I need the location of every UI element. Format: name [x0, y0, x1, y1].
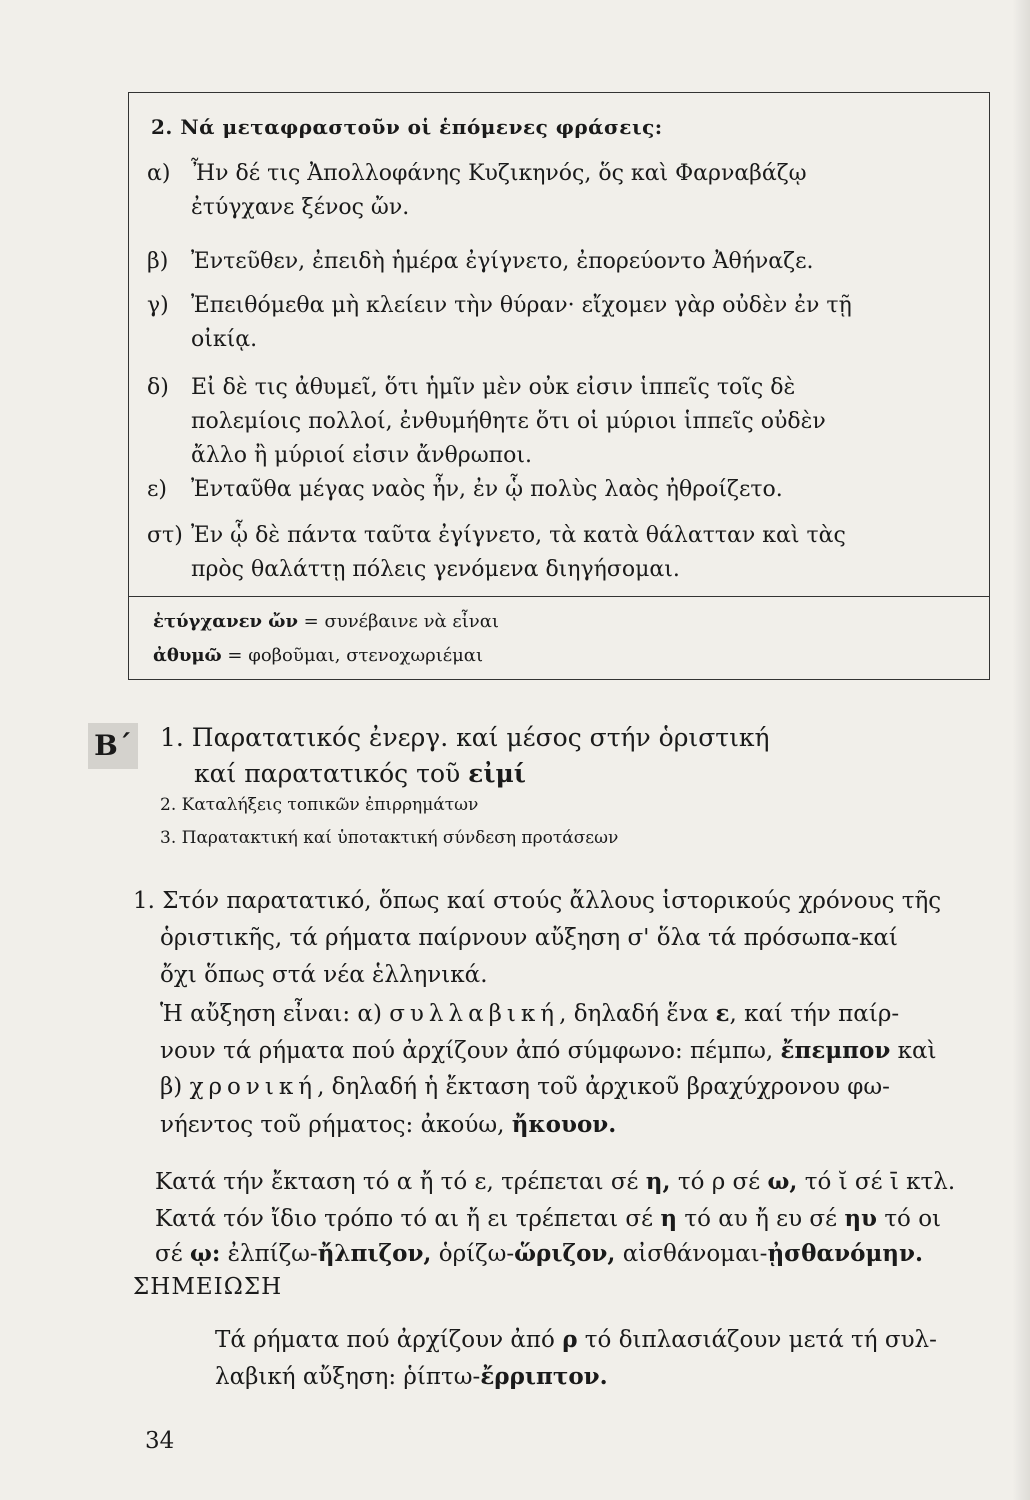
sentence-label: α) [147, 161, 171, 186]
sentence-label: ε) [147, 477, 167, 502]
sentence-c [147, 289, 852, 357]
sentence-label: δ) [147, 375, 169, 400]
bold-term: ἤκουον. [511, 1111, 617, 1138]
body-line: 1. Στόν παρατατικό, ὅπως καί στούς ἄλλους ἱστορικούς χρόνους τῆς [133, 888, 942, 914]
body-line [160, 1074, 890, 1100]
body-line: ὁριστικῆς, τά ρήματα παίρνουν αὔξηση σ' ὅλα τά πρόσωπα-καί [160, 925, 898, 951]
text-run: ὁρίζω- [431, 1241, 515, 1267]
text-run: Ἡ αὔξηση εἶναι: α) [160, 1001, 390, 1027]
text-run: τό ρ σέ [670, 1169, 768, 1195]
note-line [215, 1363, 608, 1390]
body-line [155, 1168, 955, 1195]
sentence-line: πολεμίοις πολλοί, ἐνθυμήθητε ὅτι οἱ μύριοι ἱππεῖς οὐδὲν [191, 409, 826, 434]
bold-term: ἔρριπτον. [480, 1363, 608, 1390]
glossary-divider [129, 596, 989, 597]
bold-term: ἤλπιζον, [317, 1240, 432, 1267]
page-number: 34 [145, 1428, 175, 1454]
text-run: τό αυ ἤ ευ σέ [677, 1206, 845, 1232]
sentence-line: Ἐπειθόμεθα μὴ κλείειν τὴν θύραν· εἴχομεν γὰρ οὐδὲν ἐν τῇ [191, 293, 852, 318]
text-run: τό οι [877, 1206, 942, 1232]
topic-line [160, 756, 770, 792]
text-run: λαβική αὔξηση: ῥίπτω- [215, 1364, 481, 1390]
bold-term: ᾐσθανόμην. [767, 1240, 923, 1267]
text-run: Κατά τόν ἴδιο τρόπο τό αι ἤ ει τρέπεται σέ [155, 1206, 661, 1232]
bold-term: η [660, 1205, 678, 1232]
text-run: Τά ρήματα πού ἀρχίζουν ἀπό [215, 1327, 563, 1353]
note-line [215, 1326, 937, 1353]
bold-term: η, [645, 1168, 671, 1195]
text-run: τό διπλασιάζουν μετά τή συλ- [577, 1327, 937, 1353]
body-line [155, 1240, 923, 1267]
glossary-meaning: = φοβοῦμαι, στενοχωριέμαι [227, 645, 484, 666]
body-line [155, 1205, 941, 1232]
glossary-term: ἐτύγχανεν ὤν [153, 611, 298, 632]
sentence-e [147, 473, 783, 507]
topic-3: 3. Παρατακτική καί ὑποτακτική σύνδεση προτάσεων [160, 828, 619, 848]
sentence-line: πρὸς θαλάττῃ πόλεις γενόμενα διηγήσομαι. [191, 557, 680, 582]
sentence-line: ἄλλο ἢ μύριοί εἰσιν ἄνθρωποι. [191, 443, 532, 468]
sentence-d [147, 371, 826, 473]
body-line [160, 1000, 899, 1027]
spaced-term: χρονική [189, 1074, 318, 1100]
sentence-label: στ) [147, 523, 183, 548]
sentence-b [147, 245, 813, 279]
glossary-term: ἀθυμῶ [153, 645, 222, 666]
bold-term: ὥριζον, [514, 1240, 616, 1267]
topic-2: 2. Καταλήξεις τοπικῶν ἐπιρρημάτων [160, 795, 479, 815]
text-run: , καί τήν παίρ- [729, 1001, 900, 1027]
topic-text: καί παρατατικός τοῦ [194, 759, 469, 788]
glossary-entry [153, 645, 483, 666]
text-run: τό ῐ σέ ῑ κτλ. [797, 1169, 956, 1195]
section-marker: Β΄ [88, 723, 138, 769]
topic-bold: εἰμί [468, 759, 526, 788]
topic-1 [160, 720, 770, 792]
text-run: ἐλπίζω- [220, 1241, 318, 1267]
page-edge-shadow [1012, 0, 1030, 1500]
spaced-term: συλλαβική [389, 1001, 560, 1027]
sentence-line: Ἐν ᾧ δὲ πάντα ταῦτα ἐγίγνετο, τὰ κατὰ θάλατταν καὶ τὰς [191, 523, 846, 548]
text-run: νουν τά ρήματα πού ἀρχίζουν ἀπό σύμφωνο: πέμπω, [160, 1038, 781, 1064]
body-line [160, 1111, 616, 1138]
sentence-line: Ἐντεῦθεν, ἐπειδὴ ἡμέρα ἐγίγνετο, ἐπορεύοντο Ἀθήναζε. [191, 249, 814, 274]
text-run: καὶ [890, 1038, 937, 1064]
sentence-line: Ἐνταῦθα μέγας ναὸς ἦν, ἐν ᾧ πολὺς λαὸς ἠθροίζετο. [191, 477, 783, 502]
exercise-box [128, 92, 990, 680]
bold-term: ηυ [844, 1205, 878, 1232]
bold-term: ρ [562, 1326, 578, 1353]
text-run: σέ [155, 1241, 190, 1267]
bold-term: ω, [767, 1168, 798, 1195]
sentence-label: β) [147, 249, 169, 274]
body-line: ὄχι ὅπως στά νέα ἑλληνικά. [160, 962, 488, 988]
bold-term: ε [715, 1000, 730, 1027]
note-title: ΣΗΜΕΙΩΣΗ [133, 1274, 283, 1300]
exercise-heading: 2. Νά μεταφραστοῦν οἱ ἑπόμενες φράσεις: [151, 115, 663, 139]
glossary-meaning: = συνέβαινε νὰ εἶναι [303, 611, 499, 632]
sentence-line: Ἦν δέ τις Ἀπολλοφάνης Κυζικηνός, ὅς καὶ Φαρναβάζῳ [191, 161, 807, 186]
sentence-line: ἐτύγχανε ξένος ὤν. [191, 195, 410, 220]
bold-term: ἔπεμπον [780, 1037, 891, 1064]
bold-term: ῳ: [189, 1240, 221, 1267]
text-run: , δηλαδή ἕνα [559, 1001, 716, 1027]
topic-line: 1. Παρατατικός ἐνεργ. καί μέσος στήν ὁριστική [160, 723, 770, 752]
sentence-st [147, 519, 846, 587]
body-line [160, 1037, 937, 1064]
sentence-line: οἰκίᾳ. [191, 327, 258, 352]
sentence-label: γ) [147, 293, 169, 318]
text-run: Κατά τήν ἔκταση τό α ἤ τό ε, τρέπεται σέ [155, 1169, 646, 1195]
text-run: , δηλαδή ἡ ἔκταση τοῦ ἀρχικοῦ βραχύχρονου φω- [317, 1074, 890, 1100]
sentence-a [147, 157, 807, 225]
glossary-entry [153, 611, 499, 632]
sentence-line: Εἰ δὲ τις ἀθυμεῖ, ὅτι ἡμῖν μὲν οὐκ εἰσιν ἱππεῖς τοῖς δὲ [191, 375, 796, 400]
text-run: νήεντος τοῦ ρήματος: ἀκούω, [160, 1112, 512, 1138]
text-run: β) [160, 1074, 190, 1100]
text-run: αἰσθάνομαι- [615, 1241, 768, 1267]
